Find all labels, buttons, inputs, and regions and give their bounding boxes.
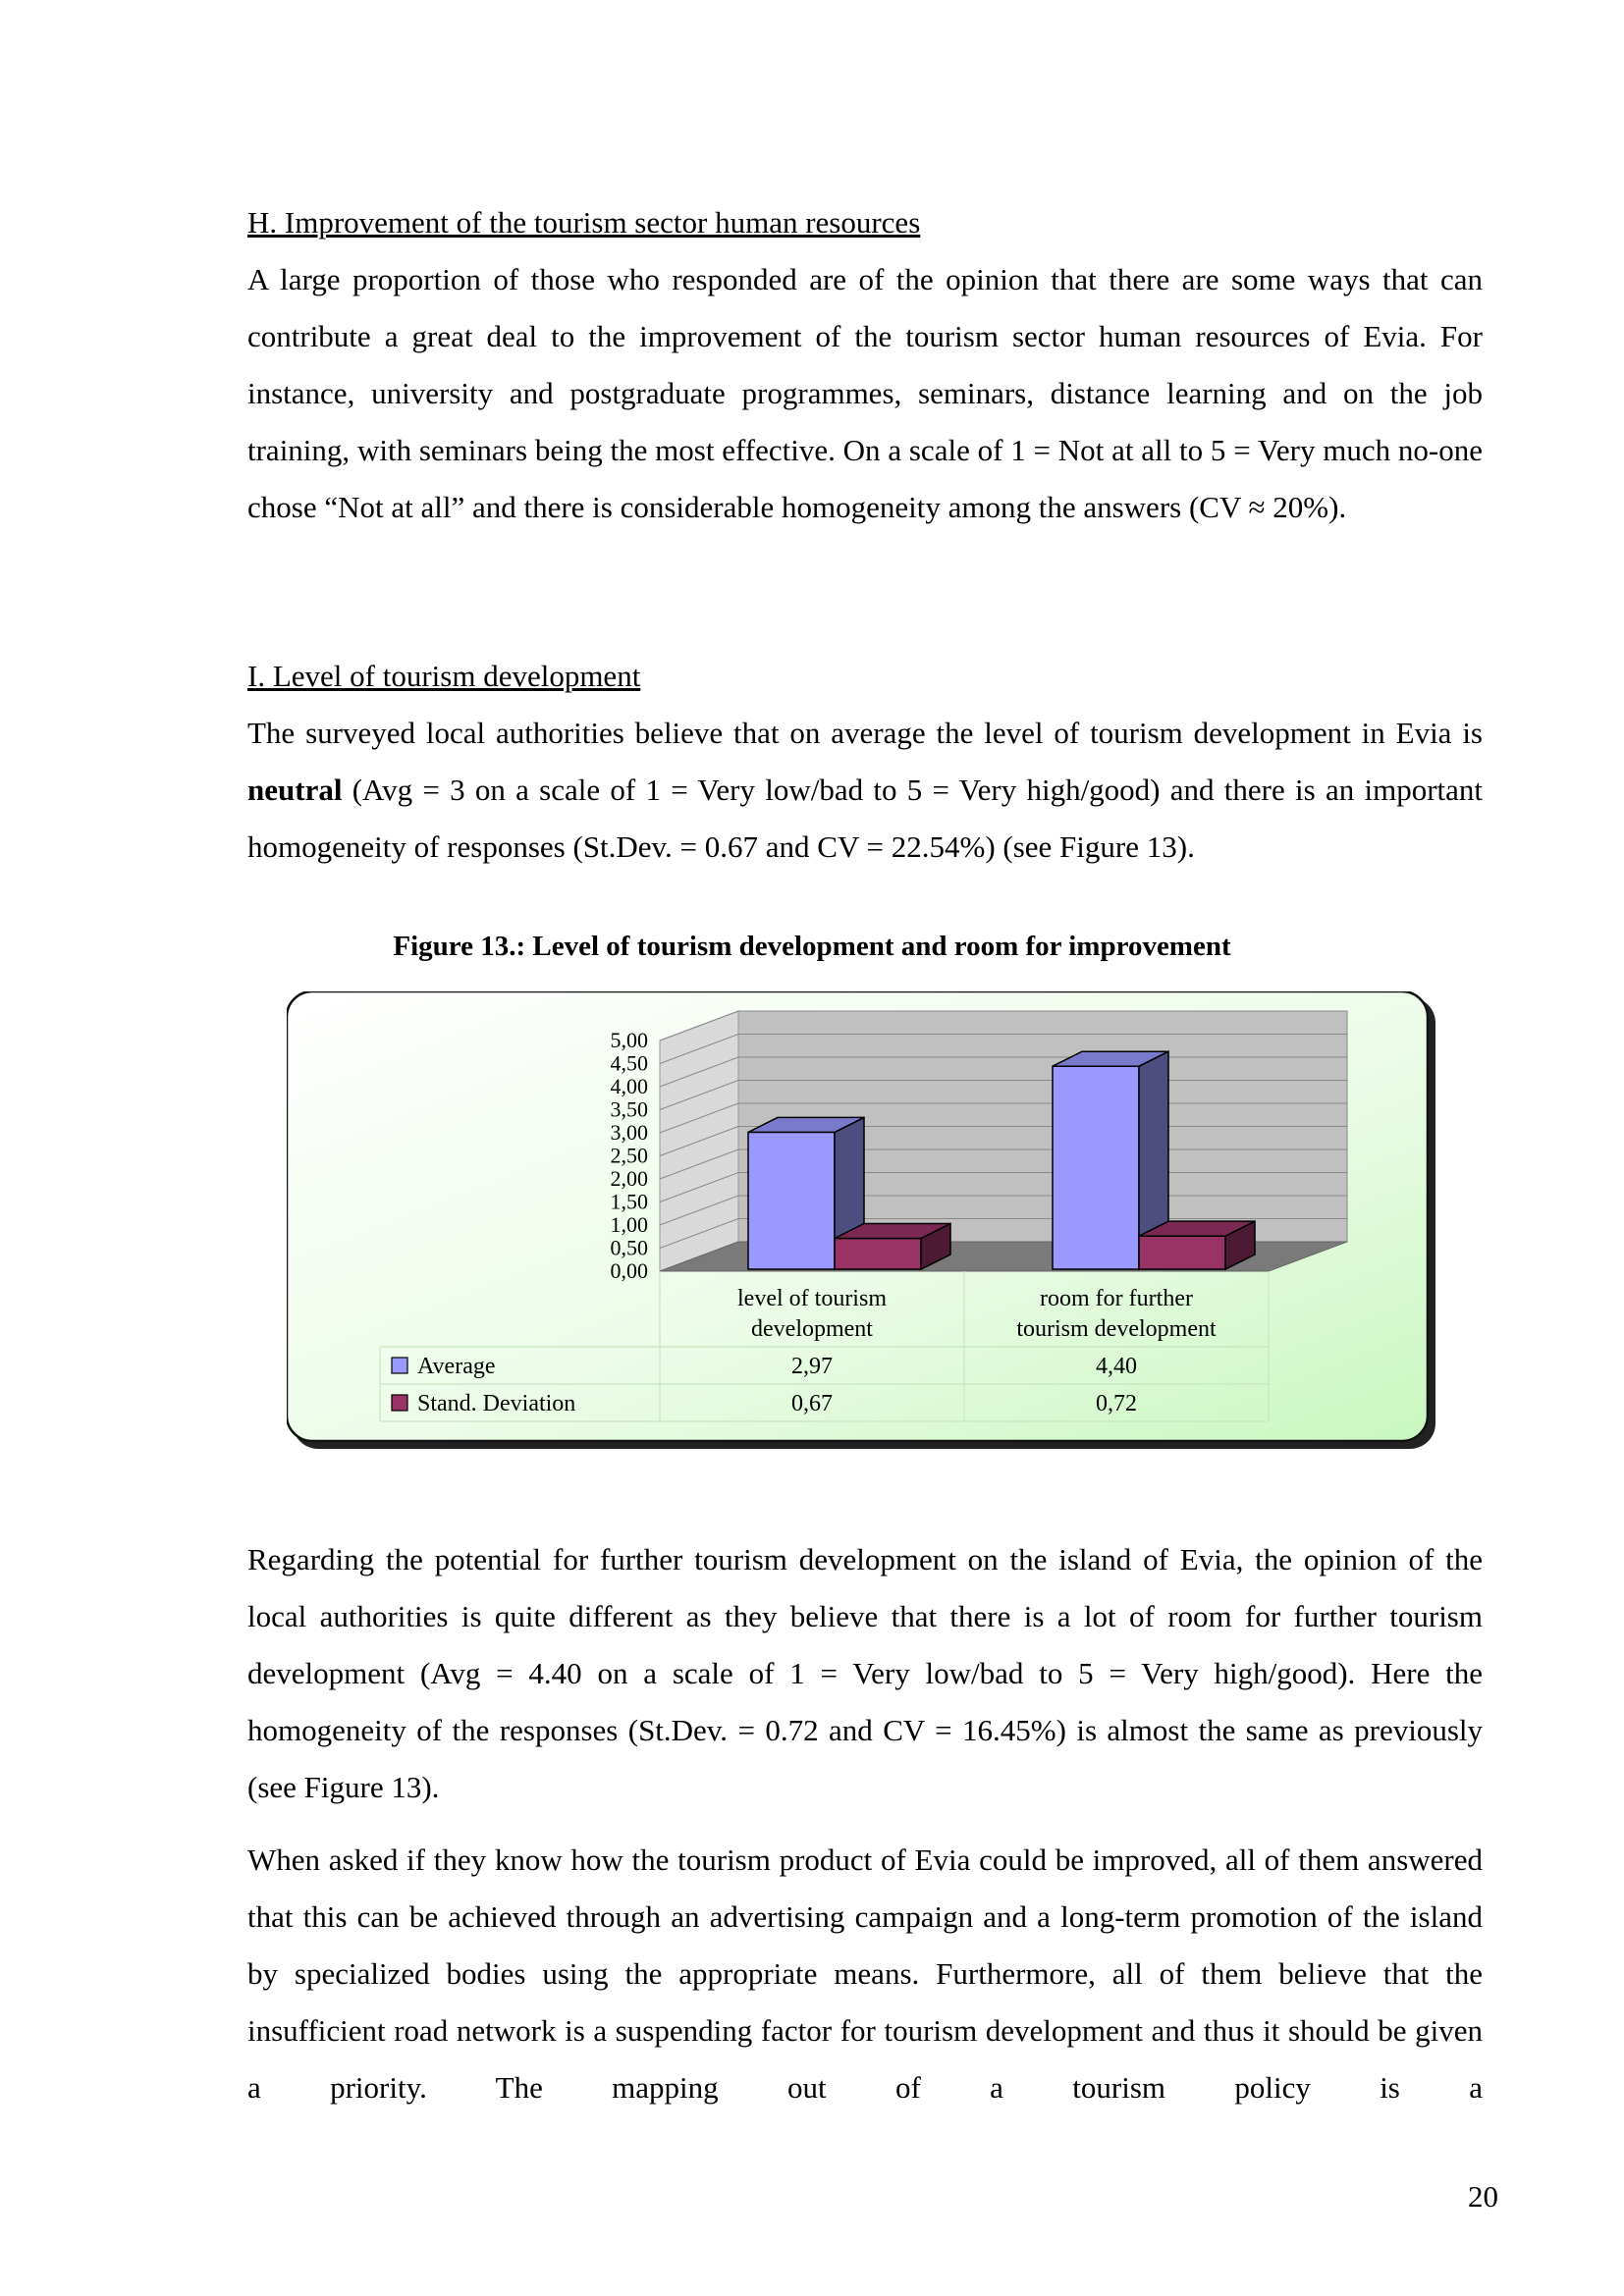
category-label: level of tourism — [737, 1286, 887, 1311]
y-tick-label: 5,00 — [610, 1028, 648, 1052]
y-tick-label: 3,00 — [610, 1120, 648, 1145]
y-tick-label: 0,00 — [610, 1258, 648, 1283]
data-value-label: 4,40 — [1096, 1354, 1137, 1379]
data-value-label: 2,97 — [791, 1354, 833, 1379]
paragraph-3: Regarding the potential for further tourism development on the island of Evia, the opinion of the local authorities is quite different as they believe that there is a lot of room for further tourism development (Avg = 4.40 on a scale of 1 = Very low/bad to 5 = Very high/good). Here the homogeneity of the responses (St.Dev. = 0.72 and CV = 16.45%) is almost the same as previously (see Figure 13). — [247, 1542, 1483, 1804]
bar-front — [1053, 1066, 1139, 1269]
y-tick-label: 3,50 — [610, 1096, 648, 1122]
figure-13-chart — [287, 991, 1445, 1468]
y-tick-label: 4,50 — [610, 1050, 648, 1076]
legend-swatch — [392, 1395, 407, 1411]
data-value-label: 0,72 — [1096, 1391, 1137, 1416]
section-continuation — [247, 1531, 1483, 2116]
section-i — [247, 648, 1483, 876]
bar-stand-deviation-2 — [1139, 1221, 1255, 1269]
chart-svg — [287, 991, 1445, 1463]
y-tick-label: 2,00 — [610, 1166, 648, 1191]
category-label: tourism development — [1016, 1316, 1217, 1342]
y-tick-label: 2,50 — [610, 1143, 648, 1168]
y-tick-label: 1,50 — [610, 1189, 648, 1214]
bar-stand-deviation-1 — [835, 1224, 950, 1269]
data-value-label: 0,67 — [791, 1391, 833, 1416]
bar-front — [835, 1239, 921, 1269]
section-h — [247, 194, 1483, 536]
y-tick-label: 1,00 — [610, 1212, 648, 1237]
category-label: room for further — [1040, 1286, 1193, 1311]
y-tick-label: 4,00 — [610, 1074, 648, 1098]
bar-front — [1139, 1236, 1225, 1269]
y-tick-label: 0,50 — [610, 1235, 648, 1260]
legend-label: Average — [417, 1354, 496, 1379]
section-i-text-2: (Avg = 3 on a scale of 1 = Very low/bad to 5 = Very high/good) and there is an important homogeneity of responses (St.Dev. = 0.67 and CV = 22.54%) (see Figure 13). — [247, 773, 1483, 864]
category-label: development — [751, 1316, 873, 1342]
section-i-bold: neutral — [247, 773, 343, 807]
section-i-heading: I. Level of tourism development — [247, 659, 641, 693]
legend-swatch — [392, 1358, 407, 1373]
legend-label: Stand. Deviation — [417, 1391, 576, 1416]
section-h-heading: H. Improvement of the tourism sector human resources — [247, 205, 921, 240]
figure-caption: Figure 13.: Level of tourism development and room for improvement — [393, 931, 1231, 962]
page-number: 20 — [1468, 2179, 1498, 2214]
section-i-paragraph — [247, 705, 1483, 876]
section-h-paragraph: A large proportion of those who responded are of the opinion that there are some ways that can contribute a great deal to the improvement of the tourism sector human resources of Evia. For instance, university and postgraduate programmes, seminars, distance learning and on the job training, with seminars being the most effective. On a scale of 1 = Not at all to 5 = Very much no-one chose “Not at all” and there is considerable homogeneity among the answers (CV ≈ 20%). — [247, 262, 1483, 524]
paragraph-4: When asked if they know how the tourism product of Evia could be improved, all of them answered that this can be achieved through an advertising campaign and a long-term promotion of the island by specialized bodies using the appropriate means. Furthermore, all of them believe that the insufficient road network is a suspending factor for tourism development and thus it should be given a priority. The mapping out of a tourism policy is a — [247, 1842, 1483, 2105]
section-i-text-1: The surveyed local authorities believe that on average the level of tourism development in Evia is — [247, 716, 1483, 750]
bar-front — [748, 1132, 835, 1269]
